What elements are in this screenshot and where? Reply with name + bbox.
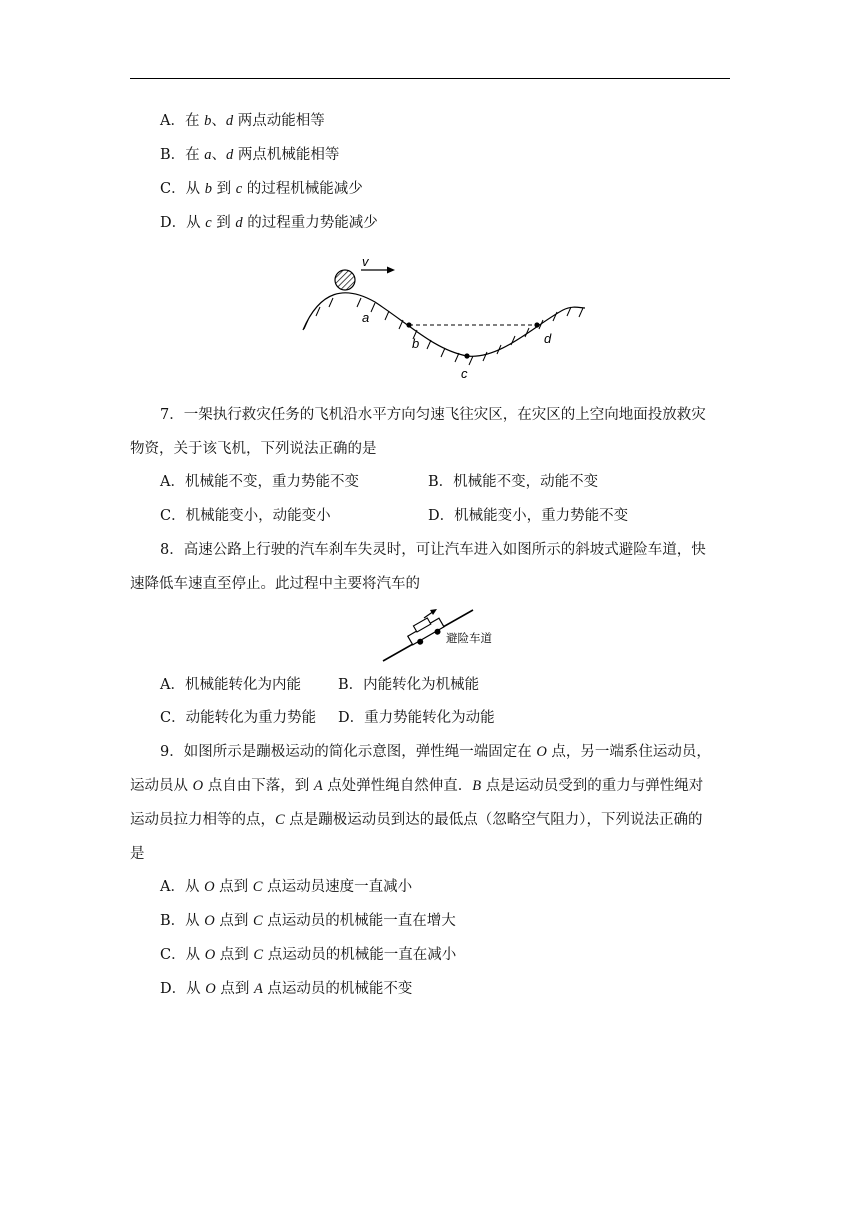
var: d — [235, 215, 243, 231]
text: D．从 — [160, 981, 206, 997]
text: 的过程重力势能减少 — [242, 215, 378, 231]
q9-option-d — [160, 979, 412, 999]
arrow-head — [387, 267, 395, 274]
var: c — [235, 181, 243, 197]
text: 点是蹦极运动员到达的最低点（忽略空气阻力），下列说法正确的 — [284, 812, 703, 828]
var: b — [204, 113, 212, 129]
var: A — [253, 981, 263, 997]
var: O — [205, 981, 216, 997]
point-d — [534, 322, 539, 327]
var: C — [252, 879, 263, 895]
var: C — [275, 812, 285, 828]
arrow-head — [430, 609, 437, 615]
text: 两点动能相等 — [233, 113, 325, 129]
text: 、 — [211, 113, 226, 129]
q7-option-c: C．机械能变小，动能变小 — [160, 508, 331, 524]
q9-option-c — [160, 945, 456, 965]
var: C — [253, 947, 264, 963]
var: B — [472, 778, 482, 794]
text: 运动员从 — [130, 778, 193, 794]
q7-stem-line2: 物资，关于该飞机，下列说法正确的是 — [130, 441, 377, 457]
text: 点运动员的机械能不变 — [262, 981, 413, 997]
label-a: a — [362, 310, 370, 325]
var: a — [204, 147, 212, 163]
var: A — [313, 778, 323, 794]
var: d — [225, 113, 234, 129]
q7-option-d: D．机械能变小，重力势能不变 — [428, 508, 629, 524]
text: 点到 — [215, 981, 254, 997]
ramp-label: 避险车道 — [446, 633, 492, 645]
label-b: b — [412, 336, 420, 351]
q8-stem-line2: 速降低车速直至停止。此过程中主要将汽车的 — [130, 576, 420, 592]
q7-option-b: B．机械能不变，动能不变 — [428, 474, 599, 490]
text: 点到 — [215, 947, 254, 963]
q9-stem-line3 — [130, 810, 703, 830]
q8-stem-line1: 8．高速公路上行驶的汽车刹车失灵时，可让汽车进入如图所示的斜坡式避险车道，快 — [160, 542, 706, 558]
var: b — [204, 181, 212, 197]
text: 点运动员速度一直减小 — [262, 879, 413, 895]
q6-option-d — [160, 213, 378, 233]
q9-option-b — [160, 911, 456, 931]
q6-track-figure — [295, 250, 595, 385]
q7-option-a: A．机械能不变，重力势能不变 — [160, 474, 359, 490]
var: d — [226, 147, 234, 163]
text: 到 — [211, 181, 236, 197]
text: 点运动员的机械能一直在减小 — [263, 947, 457, 963]
var: O — [536, 744, 547, 760]
q6-option-a — [160, 111, 325, 131]
text: 点自由下落，到 — [203, 778, 314, 794]
text: A．在 — [160, 113, 205, 129]
var: c — [205, 215, 212, 231]
text: 点到 — [214, 913, 253, 929]
q9-option-a — [160, 877, 412, 897]
point-c — [464, 353, 469, 358]
text: 运动员拉力相等的点， — [130, 812, 275, 828]
q6-option-b — [160, 145, 339, 165]
label-c: c — [461, 366, 468, 381]
q8-escape-ramp-figure — [378, 602, 508, 666]
var: O — [192, 778, 204, 794]
var: O — [204, 879, 215, 895]
car-icon — [405, 613, 446, 648]
text: 、 — [211, 147, 227, 163]
var: O — [204, 913, 215, 929]
q8-option-c: C．动能转化为重力势能 — [160, 710, 317, 726]
text: 9．如图所示是蹦极运动的简化示意图，弹性绳一端固定在 — [160, 744, 537, 760]
point-b — [406, 322, 411, 327]
text: 点运动员的机械能一直在增大 — [262, 913, 456, 929]
text: C．从 — [160, 947, 205, 963]
text: B．在 — [160, 147, 205, 163]
velocity-label: v — [362, 254, 369, 269]
text: 点处弹性绳自然伸直． — [322, 778, 473, 794]
q9-stem-line1 — [160, 742, 711, 762]
q9-stem-line4: 是 — [130, 846, 145, 862]
label-d: d — [544, 331, 552, 346]
ball — [335, 270, 355, 290]
text: C．从 — [160, 181, 205, 197]
text: A．从 — [160, 879, 205, 895]
q8-option-a: A．机械能转化为内能 — [160, 677, 301, 693]
text: B．从 — [160, 913, 205, 929]
text: 点到 — [214, 879, 253, 895]
text: 点是运动员受到的重力与弹性绳对 — [481, 778, 704, 794]
text: 的过程机械能减少 — [242, 181, 363, 197]
q8-option-d: D．重力势能转化为动能 — [338, 710, 495, 726]
text: 两点机械能相等 — [233, 147, 340, 163]
q9-stem-line2 — [130, 776, 703, 796]
q7-stem-line1: 7．一架执行救灾任务的飞机沿水平方向匀速飞往灾区，在灾区的上空向地面投放救灾 — [160, 407, 706, 423]
header-rule — [130, 78, 730, 79]
q6-option-c — [160, 179, 363, 199]
q8-option-b: B．内能转化为机械能 — [338, 677, 480, 693]
var: C — [252, 913, 263, 929]
text: 点，另一端系住运动员， — [546, 744, 711, 760]
text: 到 — [211, 215, 236, 231]
var: O — [204, 947, 216, 963]
text: D．从 — [160, 215, 206, 231]
ground-hatching — [304, 298, 583, 365]
